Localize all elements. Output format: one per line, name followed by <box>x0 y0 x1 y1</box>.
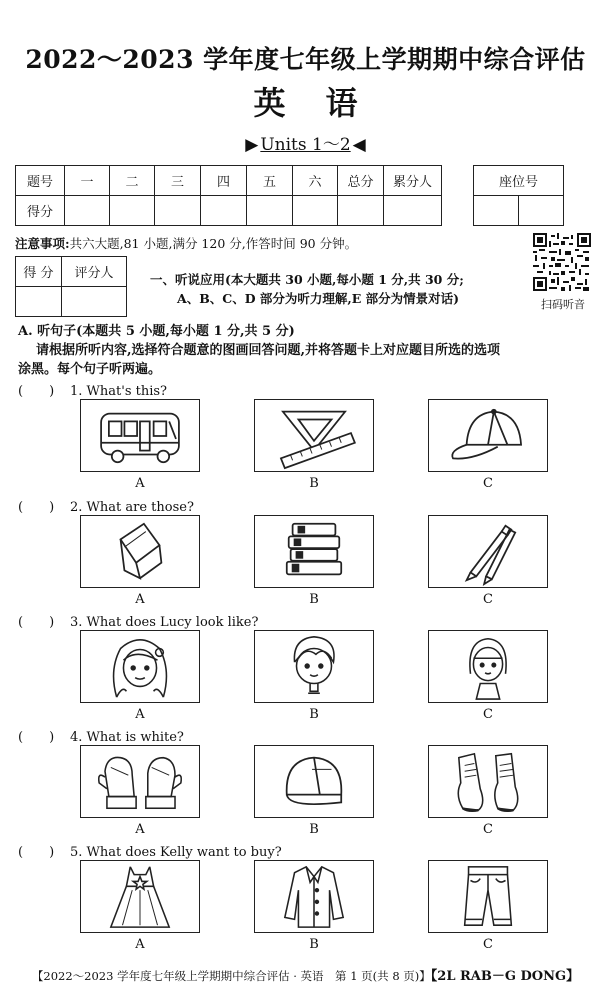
section-1-line-1: 一、听说应用(本大题共 30 小题,每小题 1 分,共 30 分; <box>150 272 464 287</box>
boots-image[interactable] <box>428 745 548 818</box>
ruler-triangle-image[interactable] <box>254 399 374 472</box>
question-5 <box>18 841 282 860</box>
question-text: 1. What's this? <box>70 384 168 399</box>
part-a-title: A. 听句子(本题共 5 小题,每小题 1 分,共 5 分) <box>18 324 295 339</box>
score-cell[interactable] <box>110 196 155 226</box>
question-1 <box>18 380 167 399</box>
answer-blank[interactable]: ( ) <box>18 500 55 515</box>
girl-long-hair-image[interactable] <box>80 630 200 703</box>
pants-image[interactable] <box>428 860 548 933</box>
score-cell[interactable] <box>65 196 110 226</box>
question-text: 3. What does Lucy look like? <box>70 615 259 630</box>
books-image[interactable] <box>254 515 374 588</box>
score-cell[interactable] <box>155 196 201 226</box>
score-header-cell: 四 <box>201 166 247 196</box>
arrow-left-icon: ◀ <box>352 135 366 155</box>
qr-code-icon[interactable] <box>533 233 591 291</box>
boy-image[interactable] <box>254 630 374 703</box>
option-a-label: A <box>135 707 145 722</box>
footer-text: 【2022～2023 学年度七年级上学期期中综合评估 · 英语 第 1 页(共 8 页)】 <box>31 969 431 983</box>
grader-name-label: 评分人 <box>62 257 127 287</box>
score-row-label: 得分 <box>16 196 65 226</box>
question-text: 5. What does Kelly want to buy? <box>70 845 282 860</box>
answer-blank[interactable]: ( ) <box>18 615 55 630</box>
question-text: 4. What is white? <box>70 730 184 745</box>
dress-image[interactable] <box>80 860 200 933</box>
notice-label: 注意事项: <box>15 236 70 251</box>
option-a-label: A <box>135 822 145 837</box>
arrow-right-icon: ▶ <box>245 135 259 155</box>
seat-table <box>473 165 564 226</box>
instr-line-2: 涂黑。每个句子听两遍。 <box>18 362 162 377</box>
answer-blank[interactable]: ( ) <box>18 845 55 860</box>
bus-image[interactable] <box>80 399 200 472</box>
part-a-instructions <box>18 341 606 379</box>
girl-short-hair-image[interactable] <box>428 630 548 703</box>
score-header-cell: 总分 <box>338 166 384 196</box>
grader-name-cell[interactable] <box>62 287 127 317</box>
option-a-label: A <box>135 476 145 491</box>
section-1-heading <box>150 270 464 308</box>
score-header-cell: 六 <box>293 166 338 196</box>
page-footer <box>0 965 611 984</box>
score-header-cell: 一 <box>65 166 110 196</box>
score-cell[interactable] <box>247 196 293 226</box>
score-header-cell: 三 <box>155 166 201 196</box>
option-c-label: C <box>483 476 493 491</box>
option-c-label: C <box>483 592 493 607</box>
question-3 <box>18 611 258 630</box>
footer-code: 【2L RAB－G DONG】 <box>430 969 580 984</box>
question-text: 2. What are those? <box>70 500 194 515</box>
exam-title: 2022～2023 学年度七年级上学期期中综合评估 <box>25 45 586 74</box>
cap-image[interactable] <box>428 399 548 472</box>
qr-label: 扫码听音 <box>541 298 585 311</box>
score-cell[interactable] <box>338 196 384 226</box>
score-table <box>15 165 442 226</box>
units-range <box>0 130 611 155</box>
notice <box>15 234 357 252</box>
score-cell[interactable] <box>201 196 247 226</box>
pencils-image[interactable] <box>428 515 548 588</box>
question-4 <box>18 726 184 745</box>
subject-title: 英语 <box>253 84 398 122</box>
option-b-label: B <box>309 937 319 952</box>
units-label: Units 1～2 <box>260 135 351 155</box>
answer-blank[interactable]: ( ) <box>18 730 55 745</box>
score-header-cell: 二 <box>110 166 155 196</box>
coat-image[interactable] <box>254 860 374 933</box>
grader-score-label: 得 分 <box>16 257 62 287</box>
answer-blank[interactable]: ( ) <box>18 384 55 399</box>
option-c-label: C <box>483 707 493 722</box>
mittens-image[interactable] <box>80 745 200 818</box>
option-b-label: B <box>309 592 319 607</box>
option-a-label: A <box>135 592 145 607</box>
baseball-cap-image[interactable] <box>254 745 374 818</box>
seat-cell[interactable] <box>474 196 519 226</box>
option-a-label: A <box>135 937 145 952</box>
option-b-label: B <box>309 476 319 491</box>
instr-line-1: 请根据所听内容,选择符合题意的图画回答问题,并将答题卡上对应题目所选的选项 <box>36 343 501 358</box>
option-b-label: B <box>309 822 319 837</box>
score-header-cell: 题号 <box>16 166 65 196</box>
score-cell[interactable] <box>384 196 442 226</box>
question-2 <box>18 496 194 515</box>
grader-table <box>15 256 127 317</box>
section-1-line-2: A、B、C、D 部分为听力理解,E 部分为情景对话) <box>177 291 460 306</box>
grader-score-cell[interactable] <box>16 287 62 317</box>
score-header-cell: 五 <box>247 166 293 196</box>
notice-text: 共六大题,81 小题,满分 120 分,作答时间 90 分钟。 <box>69 236 358 251</box>
option-b-label: B <box>309 707 319 722</box>
option-c-label: C <box>483 937 493 952</box>
score-cell[interactable] <box>293 196 338 226</box>
score-header-cell: 累分人 <box>384 166 442 196</box>
eraser-image[interactable] <box>80 515 200 588</box>
option-c-label: C <box>483 822 493 837</box>
seat-cell[interactable] <box>519 196 564 226</box>
seat-label: 座位号 <box>474 166 564 196</box>
